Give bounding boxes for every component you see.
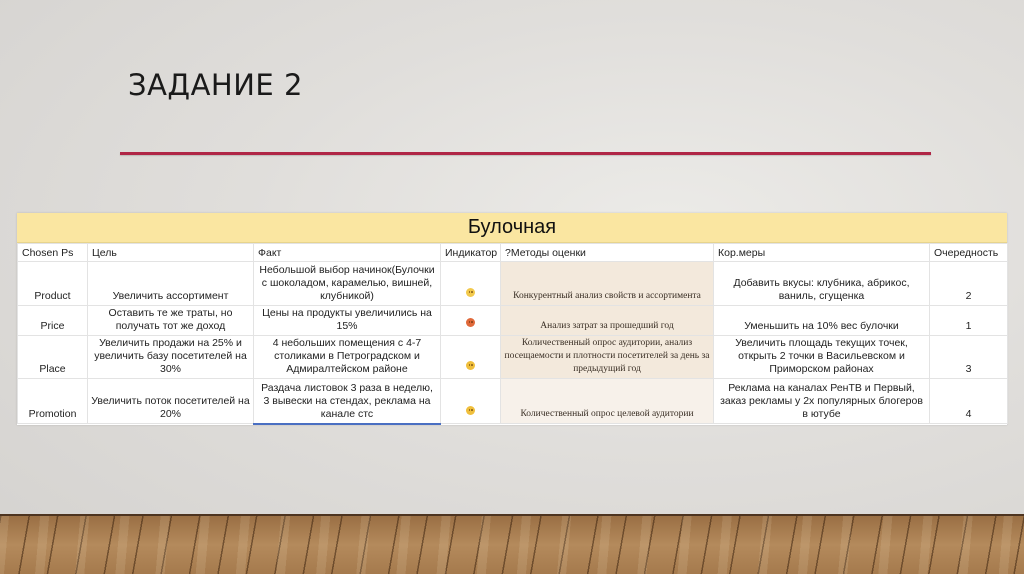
cell-order[interactable]: 2	[930, 262, 1008, 306]
cell-measures[interactable]: Уменьшить на 10% вес булочки	[714, 306, 930, 336]
cell-goal[interactable]: Оставить те же траты, но получать тот же доход	[88, 306, 254, 336]
header-row	[18, 244, 1008, 262]
col-header-fact[interactable]: Факт	[254, 244, 441, 262]
col-header-goal[interactable]: Цель	[88, 244, 254, 262]
col-header-order[interactable]: Очередность	[930, 244, 1008, 262]
cell-p[interactable]: Promotion	[18, 379, 88, 424]
cell-p[interactable]: Product	[18, 262, 88, 306]
cell-indicator[interactable]	[441, 262, 501, 306]
col-header-indicator[interactable]: Индикатор	[441, 244, 501, 262]
cell-goal[interactable]: Увеличить поток посетителей на 20%	[88, 379, 254, 424]
cell-goal[interactable]: Увеличить продажи на 25% и увеличить базу посетителей на 30%	[88, 336, 254, 379]
neutral-face-icon	[466, 288, 475, 297]
smile-face-icon	[466, 406, 475, 415]
cell-measures[interactable]: Добавить вкусы: клубника, абрикос, ваниль, сгущенка	[714, 262, 930, 306]
cell-order[interactable]: 4	[930, 379, 1008, 424]
wooden-floor-decoration	[0, 514, 1024, 574]
col-header-methods[interactable]: ?Методы оценки	[501, 244, 714, 262]
cell-order[interactable]: 1	[930, 306, 1008, 336]
cell-fact[interactable]: 4 небольших помещения с 4-7 столиками в Петроградском и Адмиралтейском районе	[254, 336, 441, 379]
cell-method[interactable]: Конкурентный анализ свойств и ассортимента	[501, 262, 714, 306]
table-row-price	[18, 306, 1008, 336]
table-row-promotion	[18, 379, 1008, 424]
cell-order[interactable]: 3	[930, 336, 1008, 379]
cell-indicator[interactable]	[441, 306, 501, 336]
table-row-product	[18, 262, 1008, 306]
cell-p[interactable]: Price	[18, 306, 88, 336]
col-header-chosen-ps[interactable]: Chosen Ps	[18, 244, 88, 262]
cell-fact[interactable]: Цены на продукты увеличились на 15%	[254, 306, 441, 336]
cell-p[interactable]: Place	[18, 336, 88, 379]
cell-goal[interactable]: Увеличить ассортимент	[88, 262, 254, 306]
title-divider	[120, 152, 931, 155]
marketing-mix-table	[17, 243, 1008, 425]
smile-face-icon	[466, 361, 475, 370]
cell-method[interactable]: Анализ затрат за прошедший год	[501, 306, 714, 336]
cell-indicator[interactable]	[441, 336, 501, 379]
cell-measures[interactable]: Реклама на каналах РенТВ и Первый, заказ рекламы у 2х популярных блогеров в ютубе	[714, 379, 930, 424]
col-header-measures[interactable]: Кор.меры	[714, 244, 930, 262]
cell-indicator[interactable]	[441, 379, 501, 424]
cell-method[interactable]: Количественный опрос целевой аудитории	[501, 379, 714, 424]
table-row-place	[18, 336, 1008, 379]
cell-fact[interactable]: Небольшой выбор начинок(Булочки с шоколадом, карамелью, вишней, клубникой)	[254, 262, 441, 306]
slide-title: ЗАДАНИЕ 2	[128, 68, 303, 102]
angry-face-icon	[466, 318, 475, 327]
cell-method[interactable]: Количественный опрос аудитории, анализ посещаемости и плотности посетителей за день за предыдущий год	[501, 336, 714, 379]
cell-measures[interactable]: Увеличить площадь текущих точек, открыть 2 точки в Васильевском и Приморском районах	[714, 336, 930, 379]
table-banner: Булочная	[17, 213, 1007, 243]
marketing-table	[17, 213, 1007, 425]
cell-fact-selected[interactable]: Раздача листовок 3 раза в неделю, 3 вывески на стендах, реклама на канале стс	[254, 379, 441, 424]
